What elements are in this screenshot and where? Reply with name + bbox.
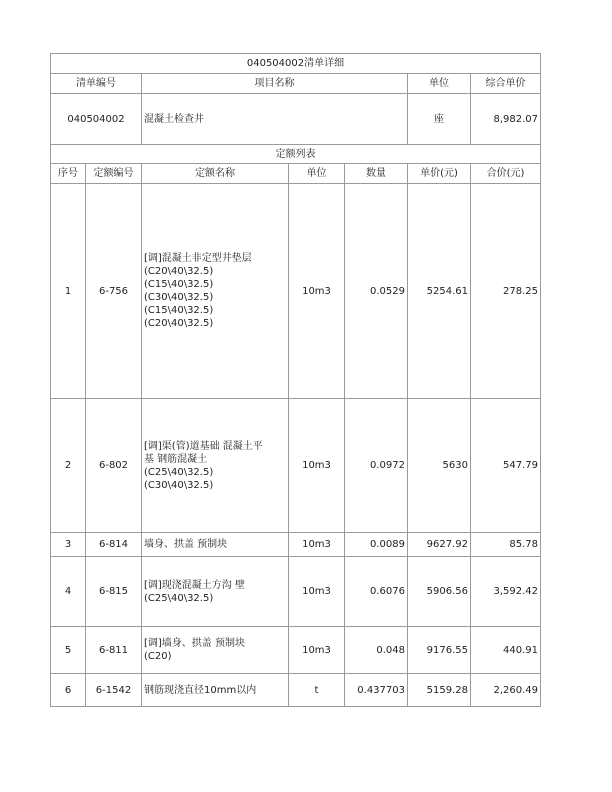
quota-name — [142, 184, 289, 399]
quota-qty: 0.048 — [345, 627, 408, 674]
quota-code: 6-815 — [86, 557, 142, 627]
quota-name-line: (C25\40\32.5) — [144, 592, 214, 604]
quota-name-line: (C30\40\32.5) — [144, 479, 214, 491]
quota-row — [51, 184, 541, 399]
quota-code: 6-756 — [86, 184, 142, 399]
quota-total: 440.91 — [471, 627, 541, 674]
quota-name-line: (C20\40\32.5) — [144, 318, 214, 329]
quota-unit: 10m3 — [289, 399, 345, 533]
header-item-name: 项目名称 — [142, 74, 408, 94]
quota-unit-price: 5159.28 — [408, 674, 471, 707]
quota-code: 6-802 — [86, 399, 142, 533]
quota-seq: 2 — [51, 399, 86, 533]
quota-name-line: (C25\40\32.5) — [144, 466, 214, 478]
quota-name-line: (C20\40\32.5) — [144, 266, 214, 277]
quota-name-line: (C15\40\32.5) — [144, 279, 214, 290]
quota-seq: 6 — [51, 674, 86, 707]
quota-row — [51, 533, 541, 557]
quota-header-unit: 单位 — [289, 164, 345, 184]
quota-name-line: (C30\40\32.5) — [144, 292, 214, 303]
quota-row — [51, 557, 541, 627]
bill-price: 8,982.07 — [471, 94, 541, 145]
quota-unit: 10m3 — [289, 184, 345, 399]
quota-name-line: [调]混凝土非定型井垫层 — [144, 253, 252, 264]
header-bill-code: 清单编号 — [51, 74, 142, 94]
header-unit: 单位 — [408, 74, 471, 94]
bill-code: 040504002 — [51, 94, 142, 145]
quota-seq: 5 — [51, 627, 86, 674]
quota-code: 6-1542 — [86, 674, 142, 707]
quota-unit-price: 9176.55 — [408, 627, 471, 674]
quota-qty: 0.0529 — [345, 184, 408, 399]
quota-qty: 0.0089 — [345, 533, 408, 557]
quota-total: 3,592.42 — [471, 557, 541, 627]
quota-name-line: (C20) — [144, 651, 172, 662]
quota-qty: 0.6076 — [345, 557, 408, 627]
quota-seq: 1 — [51, 184, 86, 399]
quota-unit-price: 9627.92 — [408, 533, 471, 557]
quota-unit-price: 5630 — [408, 399, 471, 533]
quota-unit-price: 5906.56 — [408, 557, 471, 627]
quota-code: 6-811 — [86, 627, 142, 674]
quota-code: 6-814 — [86, 533, 142, 557]
quota-seq: 4 — [51, 557, 86, 627]
quota-section-title: 定额列表 — [51, 145, 541, 164]
quota-row — [51, 627, 541, 674]
table-title: 040504002清单详细 — [51, 54, 541, 74]
quota-qty: 0.437703 — [345, 674, 408, 707]
quota-header-code: 定额编号 — [86, 164, 142, 184]
quota-unit: t — [289, 674, 345, 707]
quota-name-line: (C15\40\32.5) — [144, 305, 214, 316]
quota-name — [142, 399, 289, 533]
quota-name-line: 基 钢筋混凝土 — [144, 453, 208, 465]
bill-name: 混凝土检查井 — [142, 94, 408, 145]
quota-name — [142, 674, 289, 707]
quota-name — [142, 533, 289, 557]
quota-header-total: 合价(元) — [471, 164, 541, 184]
bill-detail-table — [50, 53, 541, 707]
quota-unit: 10m3 — [289, 533, 345, 557]
quota-unit: 10m3 — [289, 627, 345, 674]
quota-total: 2,260.49 — [471, 674, 541, 707]
quota-total: 278.25 — [471, 184, 541, 399]
quota-header-seq: 序号 — [51, 164, 86, 184]
quota-row — [51, 399, 541, 533]
quota-qty: 0.0972 — [345, 399, 408, 533]
quota-header-unit-price: 单价(元) — [408, 164, 471, 184]
quota-name-line: 墙身、拱盖 预制块 — [144, 539, 228, 550]
quota-name-line: [调]现浇混凝土方沟 壁 — [144, 579, 245, 591]
quota-name — [142, 557, 289, 627]
bill-unit: 座 — [408, 94, 471, 145]
quota-name — [142, 627, 289, 674]
quota-header-name: 定额名称 — [142, 164, 289, 184]
quota-total: 547.79 — [471, 399, 541, 533]
header-unit-price: 综合单价 — [471, 74, 541, 94]
quota-name-line: [调]墙身、拱盖 预制块 — [144, 638, 245, 649]
quota-name-line: [调]渠(管)道基础 混凝土平 — [144, 440, 263, 452]
quota-header-qty: 数量 — [345, 164, 408, 184]
quota-unit-price: 5254.61 — [408, 184, 471, 399]
quota-name-line: 钢筋现浇直径10mm以内 — [144, 684, 257, 696]
quota-unit: 10m3 — [289, 557, 345, 627]
quota-row — [51, 674, 541, 707]
quota-seq: 3 — [51, 533, 86, 557]
quota-total: 85.78 — [471, 533, 541, 557]
